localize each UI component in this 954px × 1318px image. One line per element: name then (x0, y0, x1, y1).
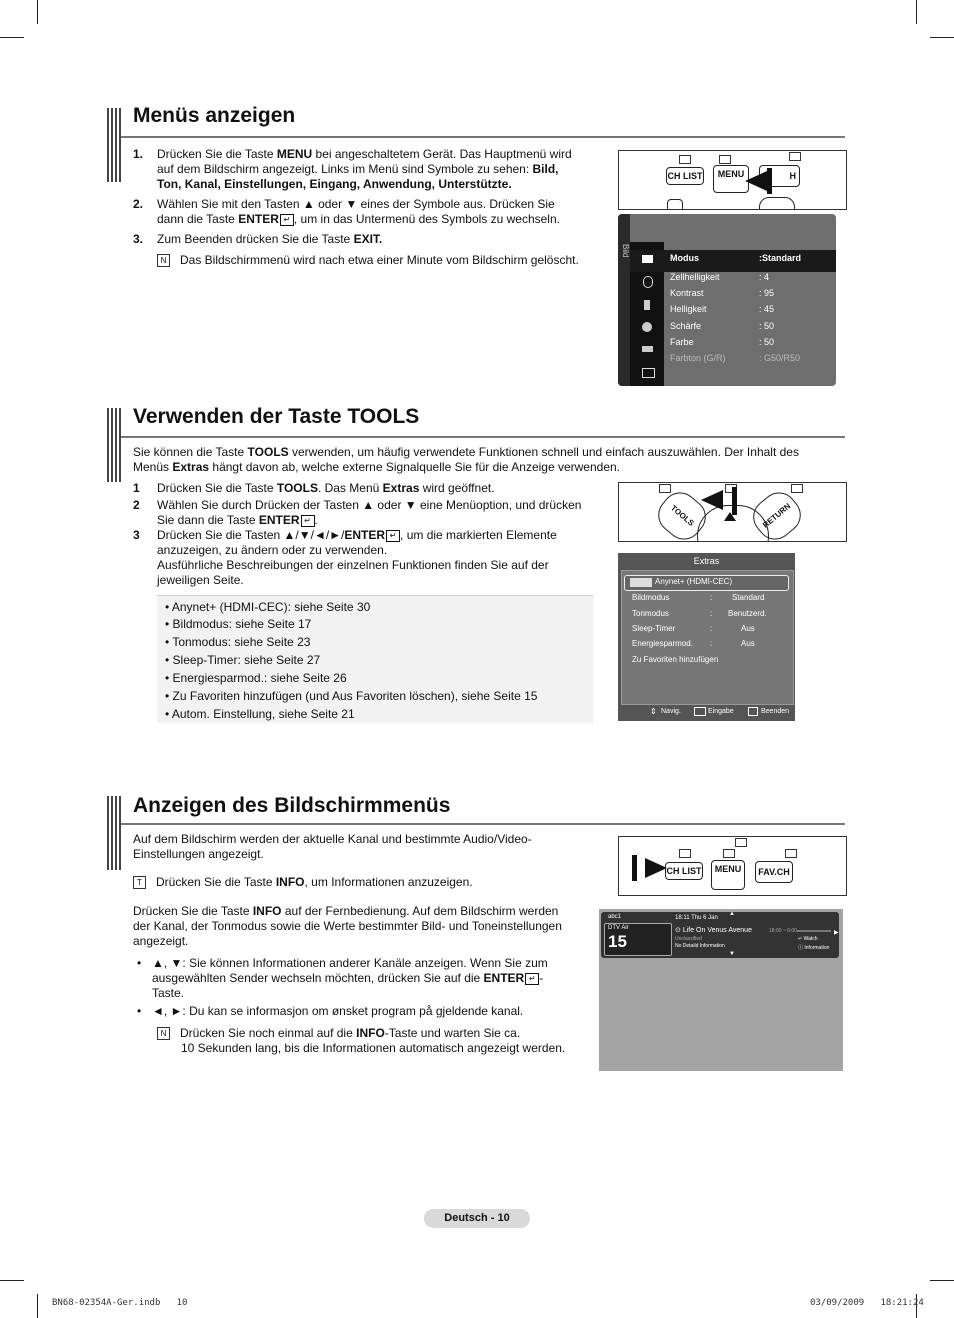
section-rule (121, 436, 845, 438)
pointer-bar (732, 487, 737, 515)
tv-icon (789, 152, 801, 161)
tip-icon: T (133, 876, 146, 889)
extras-row-value: Benutzerd. (728, 609, 767, 618)
menu-row-value: : 45 (759, 304, 775, 314)
tv-icon (723, 849, 735, 858)
up-arrow-icon: ▲ (729, 911, 735, 917)
list-item: • Autom. Einstellung, siehe Seite 21 (165, 707, 355, 721)
settings-icon (642, 322, 652, 332)
bullet-text: ▲, ▼: Sie können Informationen anderer Kanäle anzeigen. Wenn Sie zum ausgewählten Sender wechseln möchten, drücken Sie auf die ENTER ↵ - Taste. (152, 956, 548, 1000)
remote-illustration (618, 150, 847, 210)
tools-button: TOOLS (651, 485, 713, 542)
list-item: • Tonmodus: siehe Seite 23 (165, 635, 311, 649)
enter-icon: ↵ (301, 515, 315, 527)
crop-mark (0, 1280, 24, 1281)
crop-mark (930, 1280, 954, 1281)
tools-button (667, 199, 683, 210)
section-bar (107, 408, 121, 482)
pointer-bar (767, 168, 772, 194)
chlist-button: CH LIST (665, 862, 703, 880)
menu-row-value: : G50/R50 (759, 353, 801, 363)
extras-row-sep: : (710, 624, 713, 633)
tv-icon (679, 155, 691, 164)
remote-illustration (618, 836, 847, 896)
crop-mark (37, 1294, 38, 1318)
step-number: 2. (133, 197, 144, 211)
fav-button: FAV.CH (755, 861, 793, 883)
file-imprint: BN68-02354A-Ger.indb 10 (52, 1298, 188, 1308)
navigate-icon: ⇕ (650, 707, 657, 716)
detail-label: No Detaild Information (675, 943, 725, 949)
program-title: ⊙ Life On Venus Avenue (675, 927, 752, 934)
extras-row-sep: : (710, 639, 713, 648)
return-button (759, 197, 795, 210)
menu-row-label: Modus (670, 253, 699, 263)
progress-bar (797, 930, 831, 932)
body-paragraph: Drücken Sie die Taste INFO auf der Fernbedienung. Auf dem Bildschirm werden der Kanal, der Tonmodus sowie die Werte bestimmter Bild- und Toneinstellungen angezeigt. (133, 904, 562, 948)
extras-row-sep: : (710, 609, 713, 618)
enter-icon (694, 707, 706, 716)
extras-row-label: Energiesparmod. (632, 639, 693, 648)
step-number: 1 (133, 481, 140, 495)
crop-mark (37, 0, 38, 24)
menu-row-label: Kontrast (670, 288, 704, 298)
tv-icon (719, 155, 731, 164)
menu-row-value: : 50 (759, 337, 775, 347)
tv-icon (735, 838, 747, 847)
step-text: Wählen Sie durch Drücken der Tasten ▲ oder ▼ eine Menüoption, und drücken Sie dann die Taste ENTER ↵ . (157, 498, 582, 527)
pointer-arrow-icon (745, 171, 767, 191)
section-rule (121, 823, 845, 825)
right-arrow-icon: ▶ (834, 930, 839, 936)
menu-row-value: : 95 (759, 288, 775, 298)
footer-navig: Navig. (661, 708, 681, 715)
list-item: • Energiesparmod.: siehe Seite 26 (165, 671, 347, 685)
menu-highlight (630, 250, 836, 272)
menu-row-label: Zellhelligkeit (670, 272, 720, 282)
extras-row-label: Sleep-Timer (632, 624, 676, 633)
step-text: Zum Beenden drücken Sie die Taste EXIT. (157, 232, 383, 246)
menu-row-value: : 50 (759, 321, 775, 331)
pointer-arrow-icon (645, 858, 667, 878)
return-button: RETURN (746, 485, 808, 542)
extras-row-label: Bildmodus (632, 593, 670, 602)
step-text: Drücken Sie die Taste TOOLS. Das Menü Extras wird geöffnet. (157, 481, 495, 495)
pointer-arrow-icon (701, 490, 723, 510)
tools-reference-list (157, 595, 593, 723)
extras-row-value: Standard (732, 593, 765, 602)
enter-icon: ↵ (525, 973, 539, 985)
menu-row-label: Helligkeit (670, 304, 707, 314)
rating-label: Unclassified (675, 936, 702, 942)
list-item: • Bildmodus: siehe Seite 17 (165, 617, 312, 631)
menu-row-value: : 4 (759, 272, 770, 282)
extras-row-sep: : (710, 593, 713, 602)
bullet-marker: • (137, 1004, 142, 1018)
extras-row-label: Zu Favoriten hinzufügen (632, 655, 719, 664)
channel-number: 15 (608, 932, 627, 951)
extras-row-value: Aus (741, 624, 755, 633)
sound-icon (643, 276, 653, 288)
extras-title: Extras (693, 556, 720, 566)
tv-icon (659, 484, 671, 493)
menu-row-label: Farbe (670, 337, 694, 347)
tv-icon (785, 849, 797, 858)
section-title-tools: Verwenden der Taste TOOLS (133, 405, 420, 428)
enter-icon: ↵ (386, 530, 400, 542)
bild-menu-screen (618, 214, 836, 386)
note-icon: N (157, 1027, 170, 1040)
menu-row-value: :Standard (759, 253, 802, 263)
section-title-info: Anzeigen des Bildschirmmenüs (133, 794, 451, 817)
extras-row-value: Aus (741, 639, 755, 648)
channel-icon (644, 300, 650, 310)
note: N Drücken Sie noch einmal auf die INFO-Taste und warten Sie ca. 10 Sekunden lang, bis die Informationen automatisch angezeigt werden. (157, 1026, 597, 1056)
footer-eingabe: Eingabe (708, 708, 734, 715)
list-item: • Sleep-Timer: siehe Seite 27 (165, 653, 321, 667)
intro-text: Auf dem Bildschirm werden der aktuelle Kanal und bestimmte Audio/Video- Einstellungen angezeigt. (133, 832, 532, 861)
fav-button: H (759, 165, 800, 187)
menu-button: MENU (711, 860, 745, 890)
info-screen (599, 909, 843, 1071)
time-label: 18:11 Thu 6 Jan (675, 915, 718, 921)
crop-mark (930, 37, 954, 38)
step-number: 3 (133, 528, 140, 542)
section-rule (121, 136, 845, 138)
chlist-button: CH LIST (666, 167, 704, 185)
step-text: Drücken Sie die Tasten ▲/▼/◄/►/ENTER ↵ , um die markierten Elemente anzuzeigen, zu ändern oder zu verwenden. Ausführliche Beschreibungen der einzelnen Funktionen finden Sie auf der jeweiligen Seite. (157, 528, 557, 587)
step-text: Wählen Sie mit den Tasten ▲ oder ▼ eines der Symbole aus. Drücken Sie dann die Taste ENTER ↵ , um in das Untermenü des Symbols zu wechseln. (157, 197, 560, 226)
footer-beenden: Beenden (761, 708, 790, 715)
menu-left-strip (618, 214, 630, 386)
tv-icon (679, 849, 691, 858)
watch-label: ↵ Watch (798, 936, 818, 942)
crop-mark (916, 0, 917, 24)
picture-icon (642, 255, 653, 263)
tv-icon (791, 484, 803, 493)
remote-illustration (618, 482, 847, 542)
enter-icon: ↵ (280, 214, 294, 226)
exit-icon (748, 707, 758, 716)
bullet-marker: • (137, 956, 142, 970)
section-title-menus: Menüs anzeigen (133, 104, 296, 127)
down-arrow-icon: ▼ (729, 951, 735, 957)
step-number: 3. (133, 232, 144, 246)
time-slot: 18:00 ~ 6:00 (769, 928, 797, 934)
date-imprint: 03/09/2009 18:21:24 (810, 1298, 924, 1308)
source-label: DTV Air (608, 925, 629, 931)
pointer-bar (632, 855, 637, 881)
application-icon (642, 368, 655, 378)
anynet-icon (630, 578, 652, 587)
input-icon (642, 346, 653, 352)
menu-button: MENU (713, 165, 749, 193)
page-number-badge: Deutsch - 10 (424, 1209, 530, 1228)
bullet-text: ◄, ►: Du kan se informasjon om ønsket program på gjeldende kanal. (152, 1004, 524, 1018)
menu-row-label: Farbton (G/R) (670, 353, 726, 363)
step-number: 1. (133, 147, 144, 161)
note-icon: N (157, 254, 170, 267)
extras-row-label: Anynet+ (HDMI-CEC) (655, 577, 733, 586)
list-item: • Zu Favoriten hinzufügen (und Aus Favoriten löschen), siehe Seite 15 (165, 689, 538, 703)
channel-name: abc1 (608, 914, 622, 920)
intro-text: Sie können die Taste TOOLS verwenden, um häufig verwendete Funktionen schnell und einfach auszuwählen. Der Inhalt des Menüs Extras hängt davon ab, welche externe Signalquelle Sie für die Anzeige verwenden. (133, 445, 799, 474)
section-bar (107, 108, 121, 182)
section-bar (107, 796, 121, 870)
menu-side-label: Bild (621, 244, 630, 258)
crop-mark (0, 37, 24, 38)
step-number: 2 (133, 498, 140, 512)
extras-row-label: Tonmodus (632, 609, 669, 618)
tip: T Drücken Sie die Taste INFO, um Informationen anzuzeigen. (133, 875, 593, 890)
extras-menu-screen (618, 553, 795, 721)
information-label: ⓘ Information (798, 945, 830, 951)
list-item: • Anynet+ (HDMI-CEC): siehe Seite 30 (165, 600, 371, 614)
note: N Das Bildschirmmenü wird nach etwa einer Minute vom Bildschirm gelöscht. (157, 253, 607, 268)
menu-row-label: Schärfe (670, 321, 702, 331)
step-text: Drücken Sie die Taste MENU bei angeschaltetem Gerät. Das Hauptmenü wird auf dem Bildschirm angezeigt. Links im Menü sind Symbole zu sehen: Bild, Ton, Kanal, Einstellungen, Eingang, Anwendung, Unterstützte. (157, 147, 572, 191)
